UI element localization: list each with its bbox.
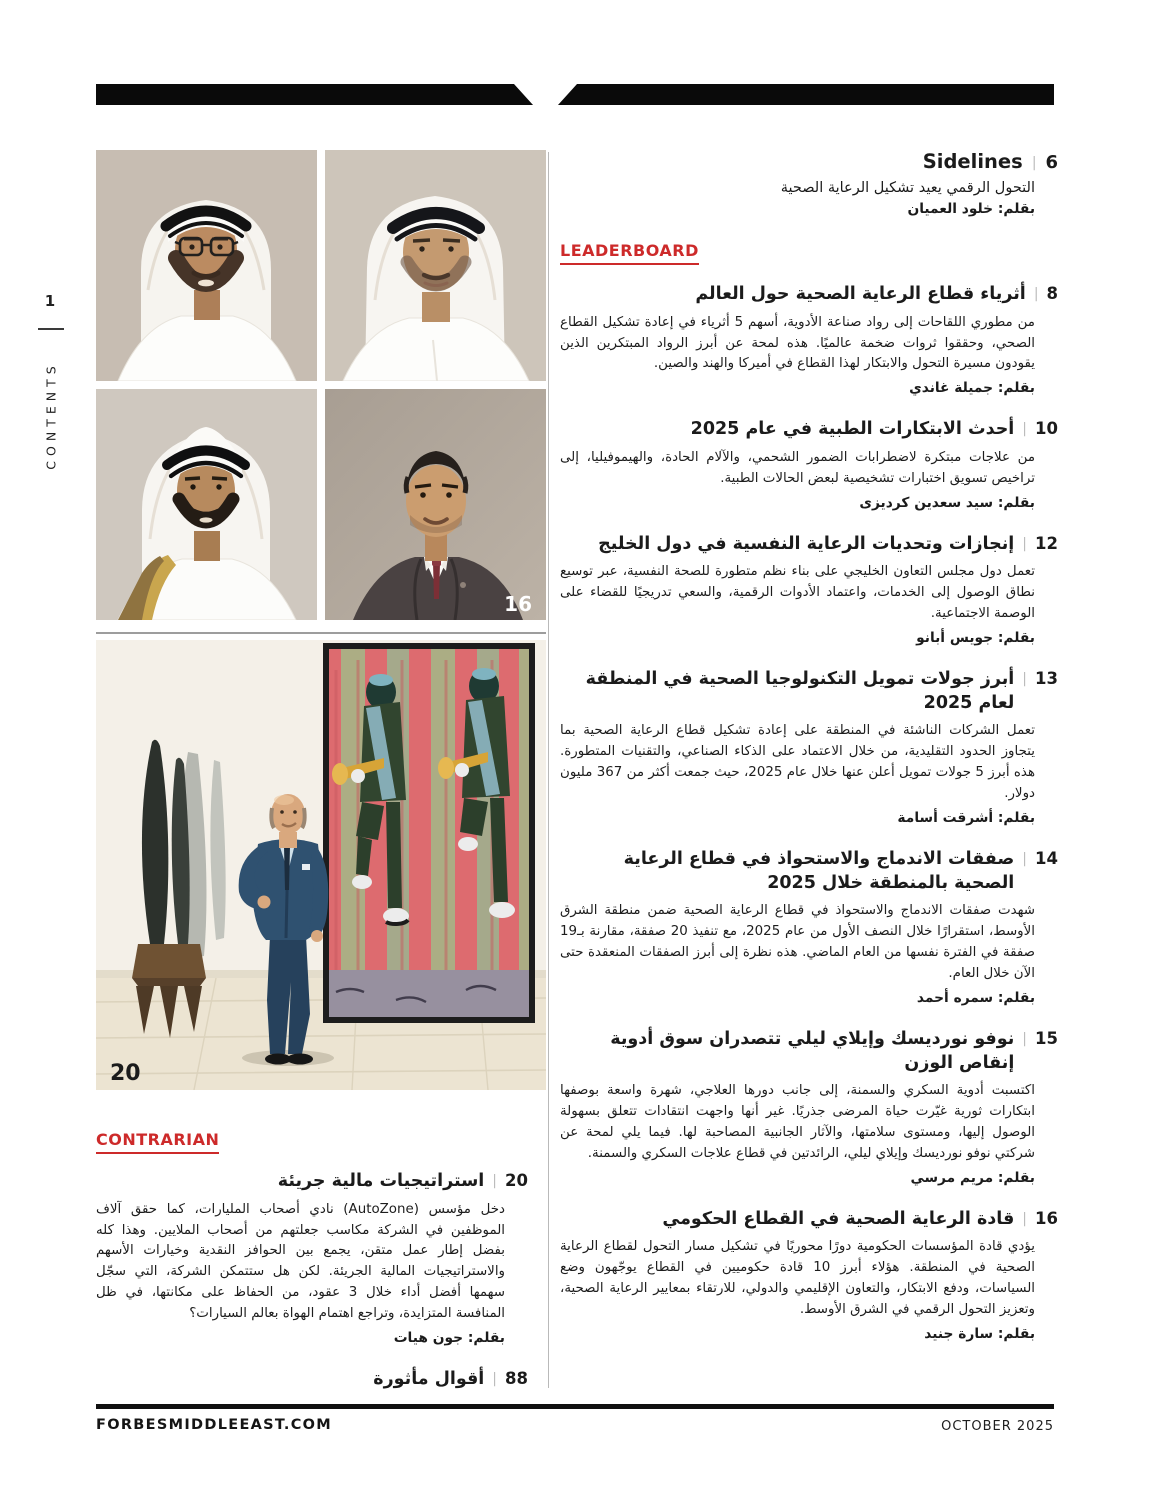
sidelines-title: Sidelines	[922, 150, 1023, 173]
toc-item-summary: من مطوري اللقاحات إلى رواد صناعة الأدوية، أسهم 5 أثرياء في إعادة تشكيل القطاع الصحي، وحققوا ثروات ضخمة عالميًا. هذه لمحة عن أبرز الرواد المبتكرين الذين يقودون مسيرة التحول والابتكار لهذا القطاع في أميركا والهند والصين.	[560, 314, 1035, 372]
toc-item-page-number: 13	[1035, 669, 1058, 689]
leaderboard-label: LEADERBOARD	[560, 241, 699, 265]
photo-separator-rule	[96, 632, 546, 634]
toc-item-16	[560, 1208, 1058, 1342]
toc-item-byline: بقلم: سمره أحمد	[916, 989, 1035, 1006]
title-separator: |	[1022, 535, 1028, 552]
title-separator: |	[492, 1371, 498, 1388]
toc-item-page-number: 12	[1035, 533, 1058, 553]
title-separator: |	[492, 1173, 498, 1189]
toc-item-byline: بقلم: أشرقت أسامة	[897, 810, 1035, 826]
toc-item-quotes-88	[96, 1368, 528, 1392]
toc-item-13	[560, 668, 1058, 826]
contrarian-label: CONTRARIAN	[96, 1130, 219, 1154]
header-ribbon-left	[96, 84, 533, 105]
page-number-rule	[38, 328, 64, 330]
contrarian-section	[96, 1130, 546, 1392]
sidelines-page-number: 6	[1045, 152, 1058, 173]
footer-issue-date: OCTOBER 2025	[941, 1419, 1054, 1434]
toc-item-page-number: 8	[1046, 284, 1058, 303]
toc-item-summary: من علاجات مبتكرة لاضطرابات الضمور الشحمي، والآلام الحادة، والهيموفيليا، إلى تراخيص تسويق اختبارات تشخيصية لبعض الحالات الطبية.	[560, 449, 1035, 486]
toc-item-title: أقوال مأثورة	[373, 1369, 485, 1390]
headshot-photo-grid	[96, 150, 546, 620]
toc-item-10	[560, 418, 1058, 510]
toc-item-title: صفقات الاندماج والاستحواذ في قطاع الرعاية الصحية بالمنطقة خلال 2025	[623, 849, 1015, 893]
column-divider	[548, 152, 549, 1388]
toc-item-12	[560, 533, 1058, 646]
title-separator: |	[1033, 286, 1039, 302]
headshot-photo-4	[325, 389, 546, 620]
title-separator: |	[1022, 851, 1028, 867]
toc-item-summary: شهدت صفقات الاندماج والاستحواذ في قطاع الرعاية الصحية ضمن منطقة الشرق الأوسط، استقرارًا خلال النصف الأول من عام 2025، مع تنفيذ 20 صفقة، مقارنة بـ19 صفقة في الفترة نفسها من العام الماضي. هذه نظرة إلى أبرز الصفقات المنعقدة حتى الآن خلال العام.	[560, 903, 1035, 981]
contents-vertical-label: CONTENTS	[43, 361, 59, 470]
sidelines-block	[560, 150, 1058, 217]
left-column	[96, 150, 546, 1392]
title-separator: |	[1031, 155, 1037, 171]
page-number: 1	[44, 292, 56, 310]
toc-item-title: قادة الرعاية الصحية في القطاع الحكومي	[662, 1208, 1015, 1229]
toc-item-page-number: 14	[1035, 849, 1058, 868]
footer-website: FORBESMIDDLEEAST.COM	[96, 1417, 333, 1433]
toc-item-summary: تعمل دول مجلس التعاون الخليجي على بناء نظم متطورة للصحة النفسية، عبر توسيع نطاق الوصول إلى الخدمات، واعتماد الأدوات الرقمية، والسعي تدريجيًا للقضاء على الوصمة الاجتماعية.	[560, 564, 1035, 622]
toc-item-byline: بقلم: سارة جنيد	[924, 1326, 1035, 1342]
toc-item-byline: بقلم: جميلة غاندي	[909, 380, 1035, 397]
title-separator: |	[1022, 421, 1028, 438]
title-separator: |	[1022, 1030, 1028, 1047]
grid-page-label: 16	[504, 592, 532, 616]
right-column	[560, 150, 1058, 1364]
footer-rule	[96, 1404, 1054, 1409]
sidelines-byline: بقلم: خلود العميان	[907, 201, 1035, 217]
title-separator: |	[1022, 1210, 1028, 1227]
toc-item-14	[560, 848, 1058, 1006]
title-separator: |	[1022, 671, 1028, 688]
header-ribbon-right	[558, 84, 1054, 105]
gallery-photo	[96, 640, 546, 1090]
toc-item-title: نوفو نورديسك وإيلاي ليلي تتصدران سوق أدوية إنقاص الوزن	[610, 1028, 1015, 1073]
toc-item-page-number: 15	[1035, 1028, 1058, 1048]
toc-item-title: إنجازات وتحديات الرعاية النفسية في دول الخليج	[598, 533, 1015, 554]
toc-item-title: أبرز جولات تمويل التكنولوجيا الصحية في المنطقة لعام 2025	[585, 669, 1015, 713]
headshot-photo-2	[325, 150, 546, 381]
toc-item-summary: تعمل الشركات الناشئة في المنطقة على إعادة تشكيل قطاع الرعاية الصحية بما يتجاوز الحدود التقليدية، من خلال الاعتماد على الذكاء الصناعي، والتقنيات المتطورة. هذه أبرز 5 جولات تمويل أعلن عنها خلال عام 2025، حيث جمعت أكثر من 367 مليون دولار.	[560, 723, 1036, 802]
headshot-photo-3	[96, 389, 317, 620]
toc-item-page-number: 16	[1035, 1208, 1058, 1228]
toc-item-15	[560, 1028, 1058, 1186]
toc-item-title: استراتيجيات مالية جريئة	[277, 1171, 485, 1191]
headshot-photo-1	[96, 150, 317, 381]
toc-item-byline: بقلم: سيد سعدين كرديزى	[859, 494, 1035, 511]
toc-item-summary: يؤدي قادة المؤسسات الحكومية دورًا محوريًا في تشكيل مسار التحول لقطاع الرعاية الصحية في المنطقة. هؤلاء أبرز 10 قادة حكوميين في القطاع يوجّهون وضع السياسات، ودفع الابتكار، والتعاون الإقليمي والدولي، للارتقاء بمعايير الرعاية الصحية، وتعزيز التحول الرقمي في الشرق الأوسط.	[560, 1239, 1035, 1318]
toc-item-byline: بقلم: جون هيات	[393, 1330, 505, 1347]
toc-item-page-number: 10	[1035, 419, 1058, 439]
feature-page-label: 20	[110, 1061, 141, 1086]
toc-item-title: أثرياء قطاع الرعاية الصحية حول العالم	[695, 284, 1026, 304]
toc-item-page-number: 20	[505, 1171, 528, 1190]
toc-item-byline: بقلم: جويس أبانو	[916, 630, 1035, 647]
toc-item-8	[560, 283, 1058, 396]
toc-item-byline: بقلم: مريم مرسي	[910, 1169, 1035, 1186]
toc-item-title: أحدث الابتكارات الطبية في عام 2025	[690, 419, 1015, 440]
toc-item-summary: اكتسبت أدوية السكري والسمنة، إلى جانب دورها العلاجي، شهرة واسعة بوصفها ابتكارات ثورية غيّرت حياة المرضى جذريًا. غير أنها واجهت انتقادات تتعلق بسهولة الوصول إليها، ومستوى سلامتها، والآثار الجانبية المصاحبة لها. فيما يلي لمحة عن شركتي نوفو نورديسك وإيلاي ليلي، الرائدتين في قطاع علاجات السكري والسمنة.	[560, 1083, 1035, 1161]
sidelines-subtitle: التحول الرقمي يعيد تشكيل الرعاية الصحية	[780, 180, 1035, 196]
toc-item-page-number: 88	[505, 1369, 528, 1389]
feature-photo	[96, 640, 546, 1090]
toc-item-contrarian-20	[96, 1170, 528, 1346]
toc-item-summary: دخل مؤسس (AutoZone) نادي أصحاب المليارات، كما حقق آلاف الموظفين في الشركة مكاسب جعلتهم من أصحاب الملايين. وهذا كله بفضل إطار عمل متقن، يجمع بين الحوافز النقدية وخيارات الأسهم والاستراتيجيات المالية الجريئة. لكن هل ستتمكن الشركة، التي سجّل سهمها أفضل أداء خلال 3 عقود، من الحفاظ على مكانتها، في ظل المنافسة المتزايدة، وتراجع اهتمام الهواة بعالم السيارات؟	[96, 1201, 506, 1322]
